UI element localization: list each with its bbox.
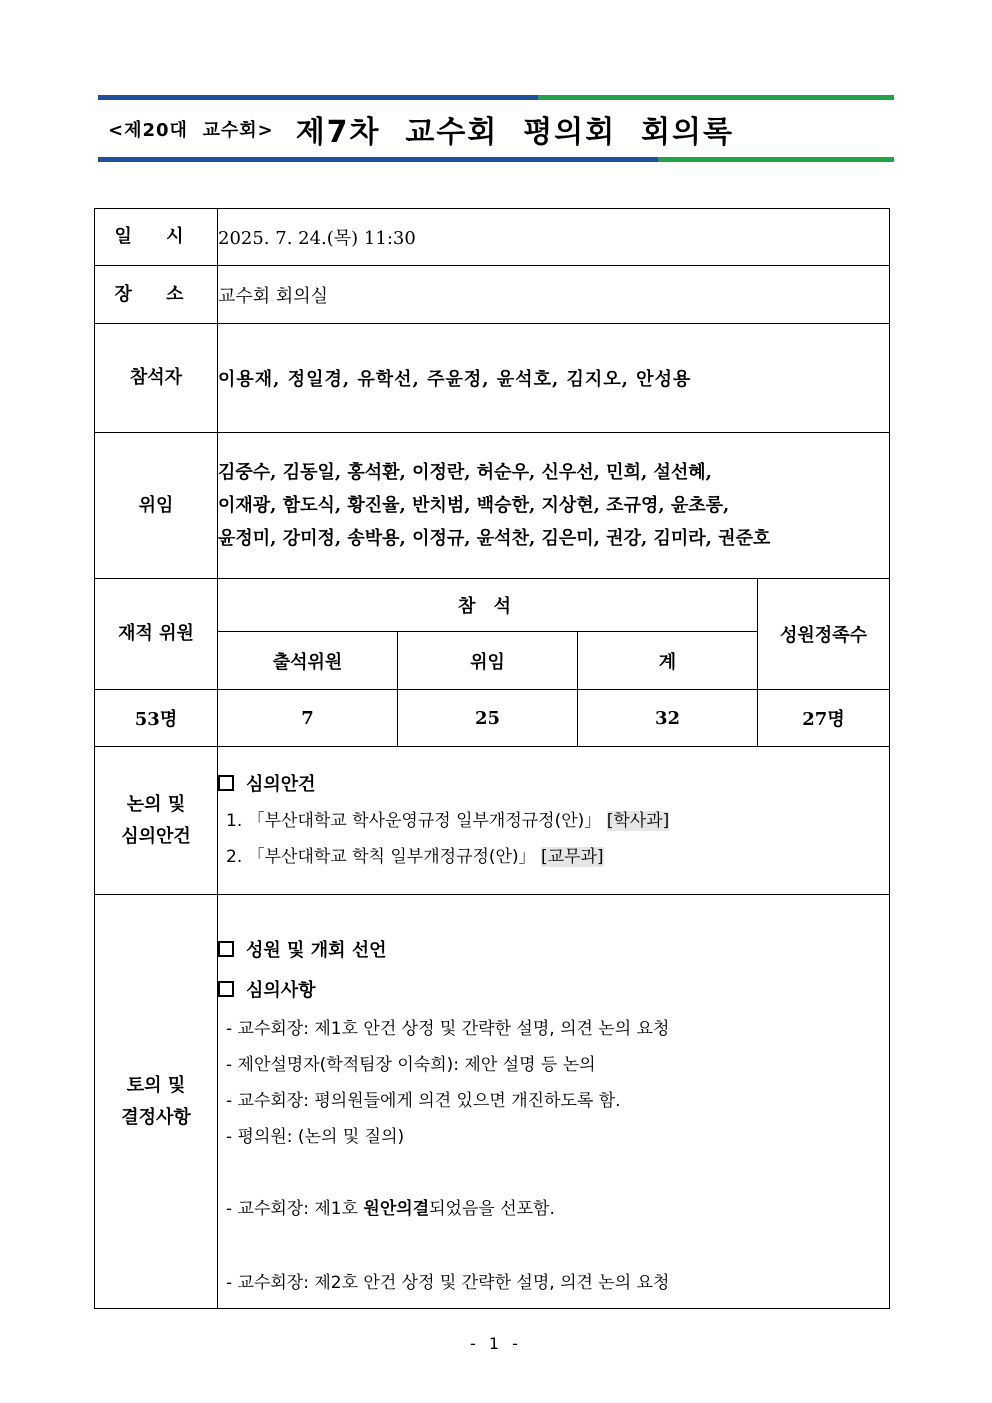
page-title: 제7차 교수회 평의회 회의록 <box>295 115 735 150</box>
decision-bullet: - 교수회장: 제1호 안건 상정 및 간략한 설명, 의견 논의 요청 <box>226 1019 670 1039</box>
place-label: 장 소 <box>95 266 218 324</box>
proxy-line: 김중수, 김동일, 홍석환, 이정란, 허순우, 신우선, 민희, 설선혜, <box>218 462 712 483</box>
place-value: 교수회 회의실 <box>218 266 890 324</box>
decisions-heading-text: 심의사항 <box>246 980 316 1001</box>
proxy-list <box>218 433 890 579</box>
enrolled-label: 재적 위원 <box>95 579 218 690</box>
decisions-label <box>95 895 218 1309</box>
agenda-content <box>218 747 890 895</box>
declaration-bullet <box>218 1191 889 1227</box>
row-proxy <box>95 433 890 579</box>
decisions-heading-text: 성원 및 개회 선언 <box>246 940 387 961</box>
present-label: 출석위원 <box>218 632 398 690</box>
proxy-value: 25 <box>398 690 578 747</box>
agenda-heading <box>218 767 889 803</box>
quorum-value: 27명 <box>758 690 890 747</box>
decision-bullet: - 평의원: (논의 및 질의) <box>226 1127 405 1147</box>
declaration-suffix: 되었음을 선포함. <box>429 1199 555 1219</box>
decisions-heading <box>218 971 889 1011</box>
date-value: 2025. 7. 24.(목) 11:30 <box>218 209 890 266</box>
date-label: 일 시 <box>95 209 218 266</box>
checkbox-icon <box>218 775 234 791</box>
agenda-label <box>95 747 218 895</box>
bottom-color-band <box>98 157 894 162</box>
minutes-table <box>94 208 890 1309</box>
declaration-prefix: - 교수회장: 제1호 <box>226 1199 364 1219</box>
decision-bullet: - 교수회장: 평의원들에게 의견 있으면 개진하도록 함. <box>226 1091 621 1111</box>
row-stats-header <box>95 579 890 632</box>
decisions-label-line: 결정사항 <box>121 1106 191 1128</box>
agenda-item <box>218 839 889 875</box>
proxy-line: 윤정미, 강미정, 송박용, 이정규, 윤석찬, 김은미, 권강, 김미라, 권준호 <box>218 528 771 549</box>
row-attendees <box>95 324 890 433</box>
proxy-line: 이재광, 함도식, 황진율, 반치범, 백승한, 지상현, 조규영, 윤초롱, <box>218 495 730 516</box>
page-number: - 1 - <box>470 1334 522 1353</box>
decision-bullet: - 제안설명자(학적팀장 이숙희): 제안 설명 등 논의 <box>226 1055 596 1075</box>
present-value: 7 <box>218 690 398 747</box>
attendance-label: 참 석 <box>218 579 758 632</box>
total-value: 32 <box>578 690 758 747</box>
decisions-label-line: 토의 및 <box>126 1074 186 1096</box>
row-decisions <box>95 895 890 1309</box>
agenda-heading-text: 심의안건 <box>246 773 316 795</box>
declaration-bold: 원안의결 <box>363 1199 430 1219</box>
checkbox-icon <box>218 941 234 957</box>
row-stats-values <box>95 690 890 747</box>
row-date <box>95 209 890 266</box>
agenda-item-tag: [교무과] <box>541 846 604 867</box>
decisions-heading <box>218 931 889 971</box>
proxy-label: 위임 <box>95 433 218 579</box>
agenda-label-line: 논의 및 <box>126 793 186 815</box>
document-header <box>108 104 888 154</box>
enrolled-value: 53명 <box>95 690 218 747</box>
attendees-value: 이용재, 정일경, 유학선, 주윤정, 윤석호, 김지오, 안성용 <box>218 324 890 433</box>
proxy-count-label: 위임 <box>398 632 578 690</box>
agenda-label-line: 심의안건 <box>121 825 191 847</box>
quorum-label: 성원정족수 <box>758 579 890 690</box>
agenda-item-tag: [학사과] <box>606 810 670 831</box>
decisions-content <box>218 895 890 1309</box>
total-label: 계 <box>578 632 758 690</box>
agenda-item-text: 2. 「부산대학교 학칙 일부개정규정(안)」 <box>226 846 536 867</box>
checkbox-icon <box>218 981 234 997</box>
attendees-label: 참석자 <box>95 324 218 433</box>
row-place <box>95 266 890 324</box>
council-prefix: <제20대 교수회> <box>108 120 274 141</box>
decision-bullet: - 교수회장: 제2호 안건 상정 및 간략한 설명, 의견 논의 요청 <box>226 1273 670 1293</box>
agenda-item-text: 1. 「부산대학교 학사운영규정 일부개정규정(안)」 <box>226 810 602 831</box>
row-agenda <box>95 747 890 895</box>
top-color-band <box>98 95 894 100</box>
agenda-item <box>218 803 889 839</box>
